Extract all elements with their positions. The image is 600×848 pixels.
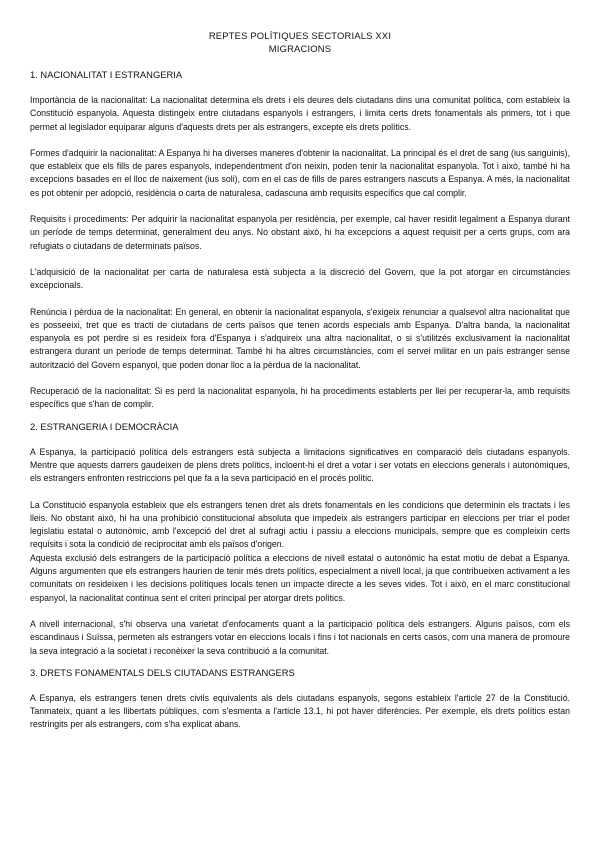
paragraph: A nivell internacional, s'hi observa una varietat d'enfocaments quant a la participació política dels estrangers. Alguns països, com els escandinaus i Suïssa, permeten als estrangers votar en eleccions locals i fins i tot nacionals en certs casos, com una manera de promoure la seva integració a la societat i reconèixer la seva contribució a la comunitat.: [30, 618, 570, 656]
document-title: [30, 0, 570, 55]
title-line-1: REPTES POLÍTIQUES SECTORIALS XXI: [208, 30, 392, 41]
paragraph: Aquesta exclusió dels estrangers de la participació política a eleccions de nivell estatal o autonòmic ha estat motiu de debat a Espanya. Alguns argumenten que els estrangers haurien de tenir més drets polítics, especialment a nivell local, ja que contribueixen activament a les comunitats on resideixen i les decisions polítiques locals tenen un impacte directe a les seves vides. Tot i això, en el marc constitucional espanyol, la nacionalitat continua sent el criteri principal per atorgar drets polítics.: [30, 552, 570, 603]
section-heading: 2. ESTRANGERIA I DEMOCRÀCIA: [30, 420, 179, 432]
paragraph: A Espanya, la participació política dels estrangers està subjecta a limitacions significatives en comparació dels ciutadans espanyols. Mentre que aquests darrers gaudeixen de plens drets polítics, incloent-hi el dret a votar i ser votats en eleccions generals i autonòmiques, els estrangers enfronten restriccions pel que fa a la seva participació en el procés polític.: [30, 446, 570, 484]
section-heading: 3. DRETS FONAMENTALS DELS CIUTADANS ESTRANGERS: [30, 666, 295, 678]
paragraph: Formes d'adquirir la nacionalitat: A Espanya hi ha diverses maneres d'obtenir la nacionalitat. La principal és el dret de sang (ius sanguinis), que estableix que els fills de pares espanyols, independentment d'on neixin, poden tenir la nacionalitat espanyola. Tot i això, també hi ha excepcions basades en el lloc de naixement (ius soli), com en el cas de fills de pares estrangers nascuts a Espanya. A més, la nacionalitat es pot obtenir per adopció, residència o carta de naturalesa, cadascuna amb requisits específics que cal complir.: [30, 147, 570, 198]
section-nacionalitat: [30, 69, 570, 412]
paragraph: L'adquisició de la nacionalitat per carta de naturalesa està subjecta a la discreció del Govern, que la pot atorgar en circumstàncies excepcionals.: [30, 266, 570, 291]
section-heading: 1. NACIONALITAT I ESTRANGERIA: [30, 69, 183, 80]
paragraph: Renúncia i pèrdua de la nacionalitat: En general, en obtenir la nacionalitat espanyola, s'exigeix renunciar a qualsevol altra nacionalitat que es posseeixi, tret que es tracti de ciutadans de certs països que tenen acords especials amb Espanya. D'altra banda, la nacionalitat espanyola es pot perdre si es resideix fora d'Espanya i s'adquireix una altra nacionalitat, o si s'utilitzés exclusivament la nacionalitat estrangera durant un període de temps determinat. També hi ha altres circumstàncies, com el servei militar en un país estranger sense autorització del Govern espanyol, que poden donar lloc a la pèrdua de la nacionalitat.: [30, 306, 570, 370]
section-estrangeria-democracia: [30, 421, 570, 658]
paragraph: Importància de la nacionalitat: La nacionalitat determina els drets i els deures dels ciutadans dins una comunitat política, com estableix la Constitució espanyola. Aquesta distingeix entre ciutadans espanyols i estrangers, i limita certs drets fonamentals als primers, tot i que permet al legislador equiparar alguns d'aquests drets per als estrangers, excepte els drets polítics.: [30, 95, 570, 132]
section-drets-fonamentals: [30, 667, 570, 732]
title-line-2: MIGRACIONS: [268, 43, 332, 54]
paragraph: Requisits i procediments: Per adquirir la nacionalitat espanyola per residència, per exemple, cal haver residit legalment a Espanya durant un període de temps determinat, generalment deu anys. No obstant això, hi ha excepcions a aquest requisit per a certs grups, com ara refugiats o ciutadans de determinats països.: [30, 214, 570, 251]
paragraph: La Constitució espanyola estableix que els estrangers tenen dret als drets fonamentals en les condicions que determinin els tractats i les lleis. No obstant això, hi ha una prohibició constitucional absoluta que impedeix als estrangers participar en eleccions per triar el poder legislatiu estatal o autonòmic, amb l'excepció del dret al sufragi actiu i passiu a eleccions municipals, sempre que es compleixin certs requisits i sota la condició de reciprocitat amb els països d'origen.: [30, 499, 570, 550]
paragraph: A Espanya, els estrangers tenen drets civils equivalents als dels ciutadans espanyols, segons estableix l'article 27 de la Constitució. Tanmateix, quant a les llibertats públiques, com s'esmenta a l'article 13.1, hi pot haver diferències. Per exemple, els drets polítics estan restringits per als estrangers, com s'ha explicat abans.: [30, 692, 570, 730]
paragraph: Recuperació de la nacionalitat: Si es perd la nacionalitat espanyola, hi ha procediments establerts per llei per recuperar-la, amb requisits específics que s'han de complir.: [30, 386, 570, 410]
